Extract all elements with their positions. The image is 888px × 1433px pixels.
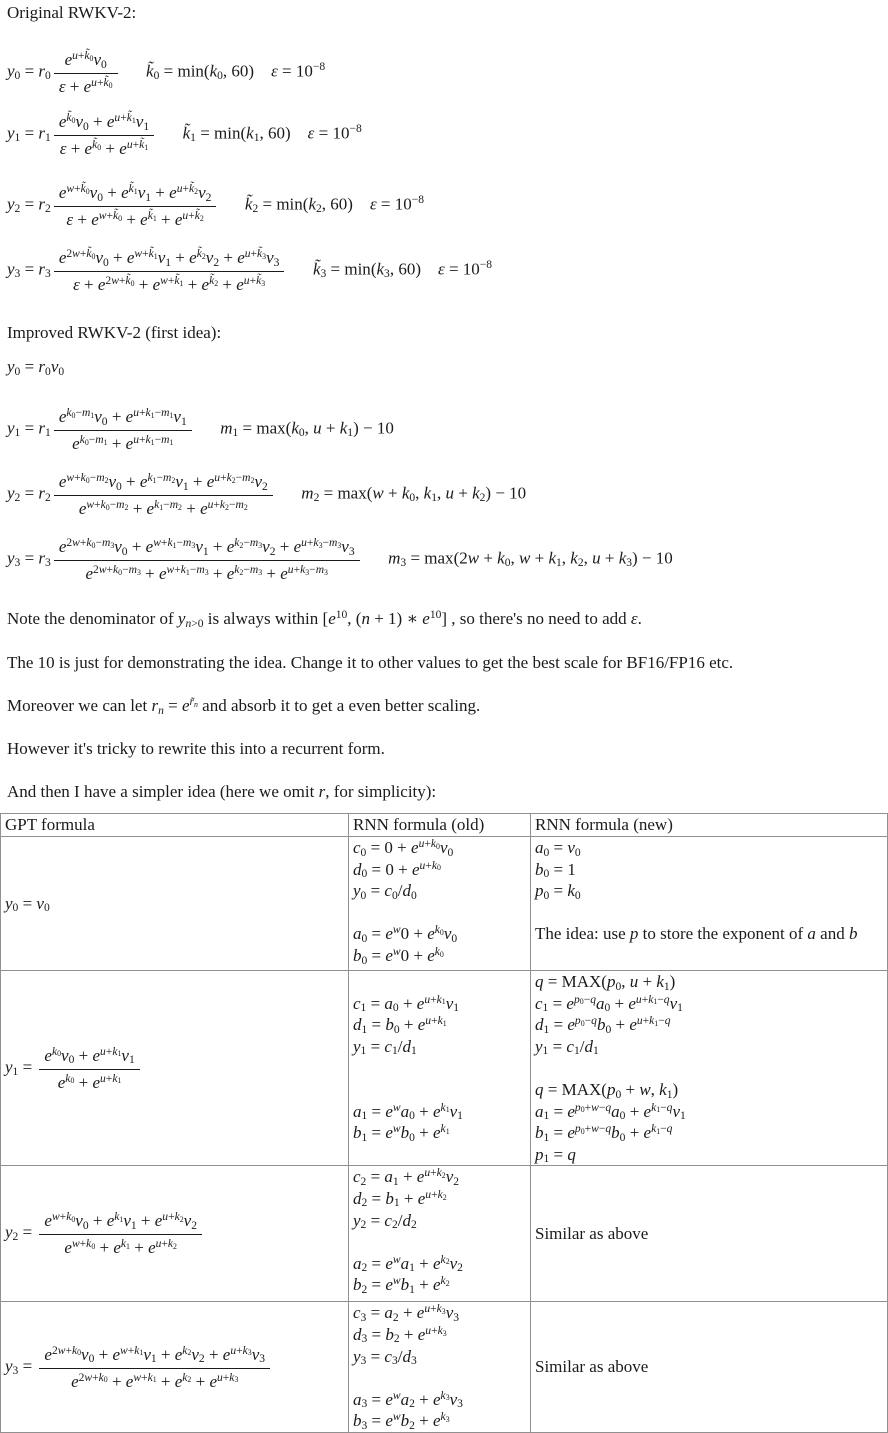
document-page — [0, 2, 888, 1432]
cell-rnn-new-y2: Similar as above — [531, 1166, 888, 1302]
column-header-rnn-new: RNN formula (new) — [531, 814, 888, 837]
fraction: $\frac{e^{2w+k̃_0}v_0 + e^{w+k̃_1}v_1 + e^{k̃_2}v_2 + e^{u+k̃_3}v_3}{\varepsilon + e^{2w+k̃_0} + e^{w+k̃_1} + e^{k̃_2} + e^{u+k̃_3}}$ — [54, 246, 285, 295]
table-row-y1 — [1, 971, 888, 1166]
cell-rnn-old-y2: $c_2 = a_1 + e^{u+k_2}v_2$ $d_2 = b_1 + e^{u+k_2}$ $y_2 = c_2/d_2$ $a_2 = e^wa_1 + e^{k_2}v_2$ $b_2 = e^wb_1 + e^{k_2}$ — [349, 1166, 531, 1302]
cell-rnn-new-y3: Similar as above — [531, 1302, 888, 1433]
fraction: $\frac{e^{k_0-m_1}v_0 + e^{u+k_1-m_1}v_1}{e^{k_0-m_1} + e^{u+k_1-m_1}}$ — [54, 405, 192, 454]
cell-gpt-formula-y0: $y_0 = v_0$ — [1, 837, 349, 971]
fraction: $\frac{e^{w+k_0-m_2}v_0 + e^{k_1-m_2}v_1 + e^{u+k_2-m_2}v_2}{e^{w+k_0-m_2} + e^{k_1-m_2} + e^{u+k_2-m_2}}$ — [54, 470, 273, 519]
cell-rnn-old-y1: $c_1 = a_0 + e^{u+k_1}v_1$ $d_1 = b_0 + e^{u+k_1}$ $y_1 = c_1/d_1$ $a_1 = e^wa_0 + e^{k_1}v_1$ $b_1 = e^wb_0 + e^{k_1}$ — [349, 971, 531, 1166]
section-heading-improved: Improved RWKV-2 (first idea): — [7, 323, 222, 342]
cell-gpt-formula-y3: $y_3$ = $\frac{e^{2w+k_0}v_0 + e^{w+k_1}v_1 + e^{k_2}v_2 + e^{u+k_3}v_3}{e^{2w+k_0} + e^{w+k_1} + e^{k_2} + e^{u+k_3}}$ — [1, 1302, 349, 1433]
fraction: $\frac{e^{w+k_0}v_0 + e^{k_1}v_1 + e^{u+k_2}v_2}{e^{w+k_0} + e^{k_1} + e^{u+k_2}}$ — [39, 1209, 202, 1258]
section-heading-original: Original RWKV-2: — [7, 3, 137, 22]
fraction: $\frac{e^{2w+k_0}v_0 + e^{w+k_1}v_1 + e^{k_2}v_2 + e^{u+k_3}v_3}{e^{2w+k_0} + e^{w+k_1} + e^{k_2} + e^{u+k_3}}$ — [39, 1343, 270, 1392]
formula-improved-y3: $y_3 = r_3$ $\frac{e^{2w+k_0-m_3}v_0 + e^{w+k_1-m_3}v_1 + e^{k_2-m_3}v_2 + e^{u+k_3-m_3}v_3}{e^{2w+k_0-m_3} + e^{w+k_1-m_3} + e^{k_2-m_3} + e^{u+k_3-m_3}}$ $m_3 = \max(2w + k_0$, $w + k_1$, $k_2$, $u + k_3) - 10$ — [7, 536, 673, 583]
formula-original-y3: $y_3 = r_3$ $\frac{e^{2w+k̃_0}v_0 + e^{w+k̃_1}v_1 + e^{k̃_2}v_2 + e^{u+k̃_3}v_3}{\varepsilon + e^{2w+k̃_0} + e^{w+k̃_1} + e^{k̃_2} + e^{u+k̃_3}}$ $k̃_3 = \min(k_3$, 60) $\varepsilon = 10^{-8}$ — [7, 247, 493, 294]
formula-original-y2: $y_2 = r_2$ $\frac{e^{w+k̃_0}v_0 + e^{k̃_1}v_1 + e^{u+k̃_2}v_2}{\varepsilon + e^{w+k̃_0} + e^{k̃_1} + e^{u+k̃_2}}$ $k̃_2 = \min(k_2$, 60) $\varepsilon = 10^{-8}$ — [7, 182, 425, 229]
note-denominator-range: Note the denominator of $y_{n>0}$ is always within [$e^{10}$, (n + 1) ∗ $e^{10}$] , so there's no need to add ε. — [7, 608, 642, 630]
cell-rnn-new-y0: $a_0 = v_0$ $b_0 = 1$ $p_0 = k_0$ The idea: use p to store the exponent of a and b — [531, 837, 888, 971]
note-absorb-r: Moreover we can let $r_n = e^{r̃_n}$ and absorb it to get a even better scaling. — [7, 695, 481, 717]
fraction: $\frac{e^{k_0}v_0 + e^{u+k_1}v_1}{e^{k_0} + e^{u+k_1}}$ — [39, 1044, 139, 1093]
cell-gpt-formula-y2: $y_2$ = $\frac{e^{w+k_0}v_0 + e^{k_1}v_1 + e^{u+k_2}v_2}{e^{w+k_0} + e^{k_1} + e^{u+k_2}}$ — [1, 1166, 349, 1302]
fraction: $\frac{e^{k̃_0}v_0 + e^{u+k̃_1}v_1}{\varepsilon + e^{k̃_0} + e^{u+k̃_1}}$ — [54, 110, 154, 159]
formula-improved-y2: $y_2 = r_2$ $\frac{e^{w+k_0-m_2}v_0 + e^{k_1-m_2}v_1 + e^{u+k_2-m_2}v_2}{e^{w+k_0-m_2} + e^{k_1-m_2} + e^{u+k_2-m_2}}$ $m_2 = \max(w + k_0$, $k_1$, $u + k_2) - 10$ — [7, 471, 527, 518]
formula-original-y0: $y_0 = r_0$ $\frac{e^{u+k̃_0}v_0}{\varepsilon + e^{u+k̃_0}}$ $k̃_0 = \min(k_0$, 60) $\varepsilon = 10^{-8}$ — [7, 49, 326, 96]
formula-original-y1: $y_1 = r_1$ $\frac{e^{k̃_0}v_0 + e^{u+k̃_1}v_1}{\varepsilon + e^{k̃_0} + e^{u+k̃_1}}$ $k̃_1 = \min(k_1$, 60) $\varepsilon = 10^{-8}$ — [7, 111, 362, 158]
table-row-y0 — [1, 837, 888, 971]
fraction: $\frac{e^{2w+k_0-m_3}v_0 + e^{w+k_1-m_3}v_1 + e^{k_2-m_3}v_2 + e^{u+k_3-m_3}v_3}{e^{2w+k_0-m_3} + e^{w+k_1-m_3} + e^{k_2-m_3} + e^{u+k_3-m_3}}$ — [54, 535, 360, 584]
column-header-gpt-formula: GPT formula — [1, 814, 349, 837]
cell-gpt-formula-y1: $y_1$ = $\frac{e^{k_0}v_0 + e^{u+k_1}v_1}{e^{k_0} + e^{u+k_1}}$ — [1, 971, 349, 1166]
note-scale-choice: The 10 is just for demonstrating the idea. Change it to other values to get the best scale for BF16/FP16 etc. — [7, 653, 734, 672]
cell-rnn-new-y1: $q = MAX(p_0$, $u + k_1$) $c_1 = e^{p_0-q}a_0 + e^{u+k_1-q}v_1$ $d_1 = e^{p_0-q}b_0 + e^{u+k_1-q}$ $y_1 = c_1/d_1$ $q = MAX(p_0 + w$, $k_1$) $a_1 = e^{p_0+w-q}a_0 + e^{k_1-q}v_1$ $b_1 = e^{p_0+w-q}b_0 + e^{k_1-q}$ $p_1 = q$ — [531, 971, 888, 1166]
table-header-row — [1, 814, 888, 837]
note-simpler-idea: And then I have a simpler idea (here we omit r, for simplicity): — [7, 782, 437, 801]
cell-rnn-old-y3: $c_3 = a_2 + e^{u+k_3}v_3$ $d_3 = b_2 + e^{u+k_3}$ $y_3 = c_3/d_3$ $a_3 = e^wa_2 + e^{k_3}v_3$ $b_3 = e^wb_2 + e^{k_3}$ — [349, 1302, 531, 1433]
fraction: $\frac{e^{u+k̃_0}v_0}{\varepsilon + e^{u+k̃_0}}$ — [54, 48, 118, 97]
table-row-y3 — [1, 1302, 888, 1433]
formula-comparison-table — [0, 813, 888, 1433]
cell-rnn-old-y0: $c_0 = 0 + e^{u+k_0}v_0$ $d_0 = 0 + e^{u+k_0}$ $y_0 = c_0/d_0$ $a_0 = e^w0 + e^{k_0}v_0$ $b_0 = e^w0 + e^{k_0}$ — [349, 837, 531, 971]
column-header-rnn-old: RNN formula (old) — [349, 814, 531, 837]
table-row-y2 — [1, 1166, 888, 1302]
note-recurrent-tricky: However it's tricky to rewrite this into a recurrent form. — [7, 739, 385, 758]
formula-improved-y0: $y_0 = r_0v_0$ — [7, 357, 65, 378]
formula-improved-y1: $y_1 = r_1$ $\frac{e^{k_0-m_1}v_0 + e^{u+k_1-m_1}v_1}{e^{k_0-m_1} + e^{u+k_1-m_1}}$ $m_1 = \max(k_0$, $u + k_1) - 10$ — [7, 406, 394, 453]
fraction: $\frac{e^{w+k̃_0}v_0 + e^{k̃_1}v_1 + e^{u+k̃_2}v_2}{\varepsilon + e^{w+k̃_0} + e^{k̃_1} + e^{u+k̃_2}}$ — [54, 181, 217, 230]
